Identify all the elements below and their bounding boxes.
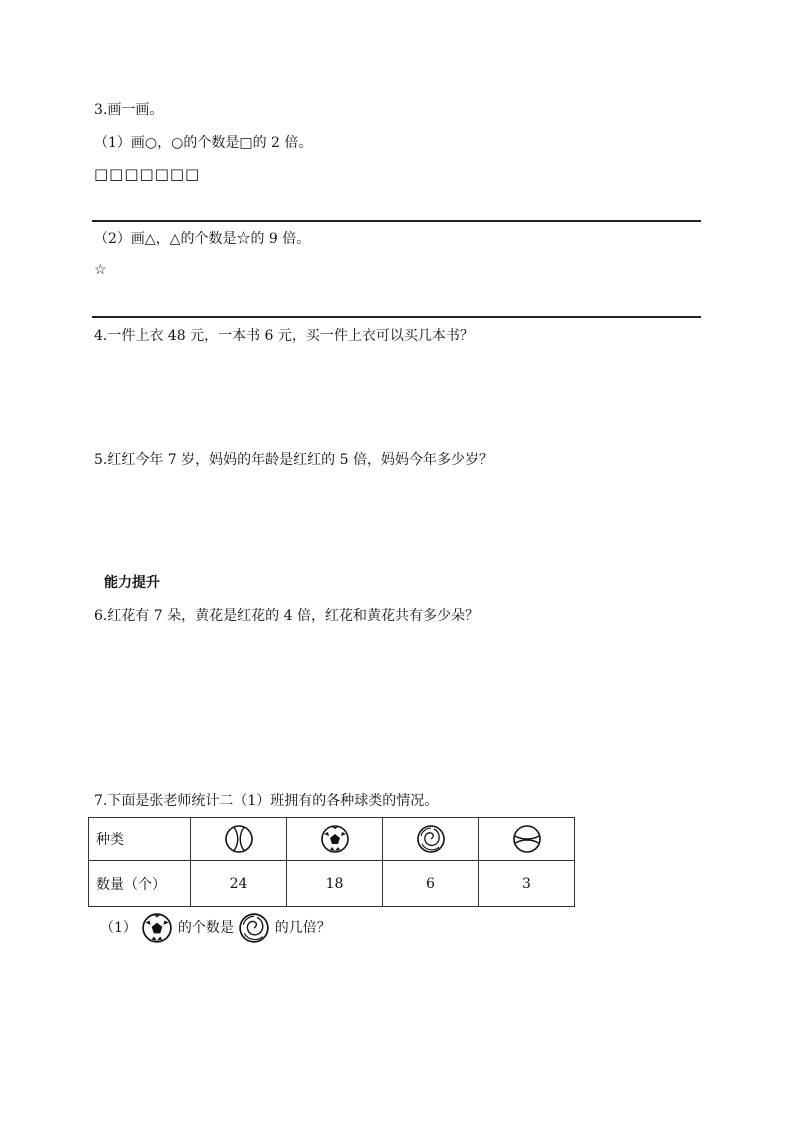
q7-sub1-suffix: 的几倍？ xyxy=(274,920,331,936)
q7-sub1 xyxy=(100,910,331,946)
q7-sub1-middle: 的个数是 xyxy=(177,920,234,936)
swirl-ball-icon xyxy=(416,824,446,854)
baseball-icon xyxy=(512,824,542,854)
q6-text: 6.红花有 7 朵，黄花是红花的 4 倍，红花和黄花共有多少朵？ xyxy=(94,608,479,624)
row-label-count: 数量（个） xyxy=(89,861,191,907)
count-tennis: 24 xyxy=(191,861,287,907)
section-title: 能力提升 xyxy=(104,575,160,591)
q5-text: 5.红红今年 7 岁，妈妈的年龄是红红的 5 倍，妈妈今年多少岁？ xyxy=(94,452,493,468)
table-row xyxy=(89,861,575,907)
q3-part2-star: ☆ xyxy=(94,262,107,278)
cell-tennis xyxy=(191,818,287,861)
answer-line-1 xyxy=(92,220,701,222)
soccer-ball-icon xyxy=(320,824,350,854)
q7-title: 7.下面是张老师统计二（1）班拥有的各种球类的情况。 xyxy=(94,793,439,809)
cell-baseball xyxy=(479,818,575,861)
q3-part2: （2）画△，△的个数是☆的 9 倍。 xyxy=(94,231,311,247)
count-swirl: 6 xyxy=(383,861,479,907)
q3-title: 3.画一画。 xyxy=(94,102,164,118)
swirl-ball-icon xyxy=(238,912,270,944)
soccer-ball-icon xyxy=(141,912,173,944)
cell-swirl xyxy=(383,818,479,861)
answer-line-2 xyxy=(92,316,701,318)
table-row xyxy=(89,818,575,861)
q3-part1-squares: □□□□□□□ xyxy=(94,165,201,183)
q4-text: 4.一件上衣 48 元，一本书 6 元，买一件上衣可以买几本书？ xyxy=(94,328,474,344)
ball-stats-table xyxy=(88,817,575,907)
q3-part1: （1）画○，○的个数是□的 2 倍。 xyxy=(94,135,313,151)
cell-soccer xyxy=(287,818,383,861)
row-label-type: 种类 xyxy=(89,818,191,861)
count-soccer: 18 xyxy=(287,861,383,907)
tennis-ball-icon xyxy=(224,824,254,854)
q7-sub1-prefix: （1） xyxy=(100,920,137,936)
count-baseball: 3 xyxy=(479,861,575,907)
